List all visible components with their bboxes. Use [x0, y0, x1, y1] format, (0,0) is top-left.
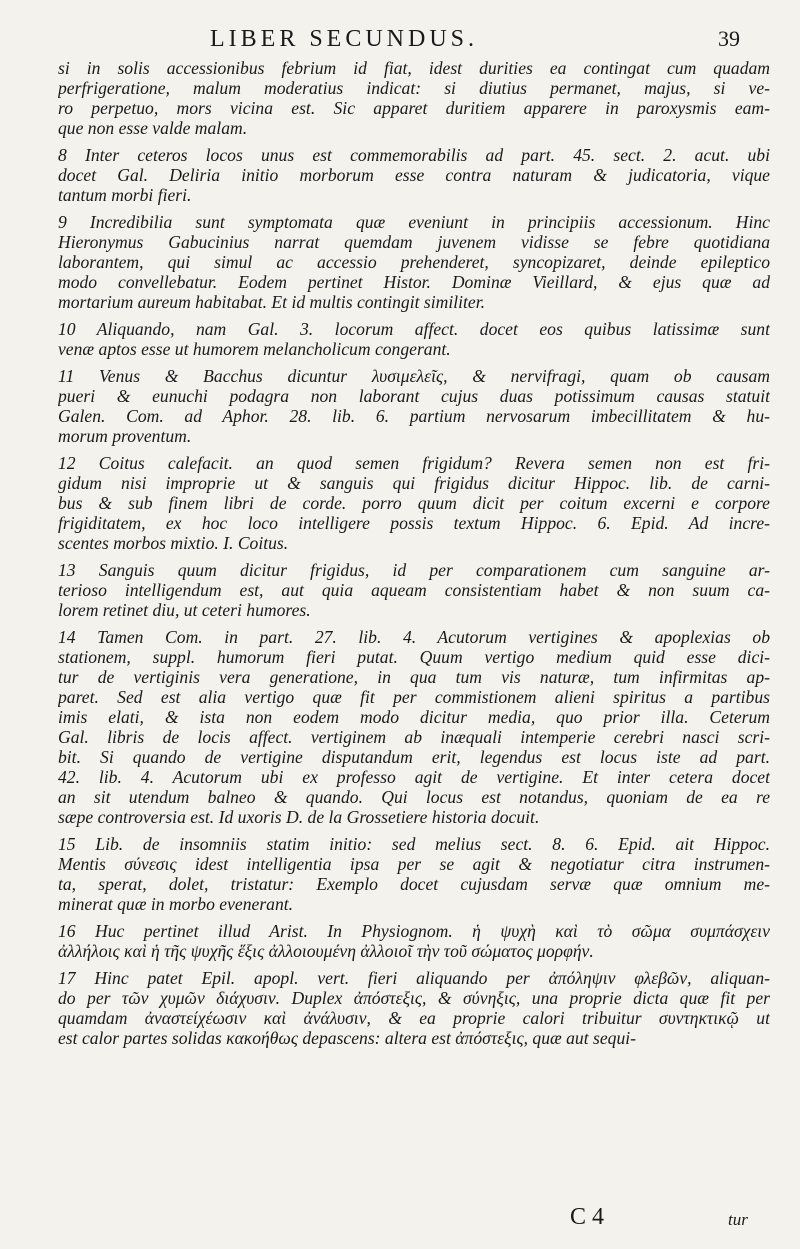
text-line: 15 Lib. de insomniis statim initio: sed melius sect. 8. 6. Epid. ait Hippoc.	[58, 834, 770, 854]
paragraph	[58, 453, 770, 553]
paragraph	[58, 627, 770, 827]
text-line: quamdam ἀναστείχέωσιν καὶ ἀνάλυσιν, & ea proprie calori tribuitur συντηκτικῷ ut	[58, 1008, 770, 1028]
text-line: 14 Tamen Com. in part. 27. lib. 4. Acutorum vertigines & apoplexias ob	[58, 627, 770, 647]
text-line: 17 Hinc patet Epil. apopl. vert. fieri aliquando per ἀπόληψιν φλεβῶν, aliquan-	[58, 968, 770, 988]
text-line: Gal. libris de locis affect. vertiginem ab inæquali intemperie cerebri nasci scri-	[58, 727, 770, 747]
text-line: 11 Venus & Bacchus dicuntur λυσιμελεῖς, & nervifragi, quam ob causam	[58, 366, 770, 386]
text-line: Hieronymus Gabucinius narrat quemdam juvenem vidisse se febre quotidiana	[58, 232, 770, 252]
text-line: tantum morbi fieri.	[58, 185, 192, 205]
text-line: venæ aptos esse ut humorem melancholicum congerant.	[58, 339, 451, 359]
paragraph	[58, 968, 770, 1048]
text-line: laborantem, qui simul ac accessio prehenderet, syncopizaret, deinde epileptico	[58, 252, 770, 272]
running-title: LIBER SECUNDUS.	[210, 26, 479, 52]
text-line: mortarium aureum habitabat. Et id multis contingit similiter.	[58, 292, 485, 312]
signature-mark: C 4	[570, 1204, 605, 1230]
text-line: pueri & eunuchi podagra non laborant cujus duas potissimum causas statuit	[58, 386, 770, 406]
text-line: perfrigeratione, malum moderatius indicat: si diutius permanet, majus, si ve-	[58, 78, 770, 98]
text-line: tur de vertiginis vera generatione, in qua tum vis naturæ, tum infirmitas ap-	[58, 667, 770, 687]
text-line: imis elati, & ista non eodem modo dicitur media, quo prior illa. Ceterum	[58, 707, 770, 727]
text-line: 9 Incredibilia sunt symptomata quæ eveniunt in principiis accessionum. Hinc	[58, 212, 770, 232]
text-line: si in solis accessionibus febrium id fiat, idest durities ea contingat cum quadam	[58, 58, 770, 78]
paragraph	[58, 319, 770, 359]
text-line: minerat quæ in morbo evenerant.	[58, 894, 294, 914]
paragraph	[58, 834, 770, 914]
text-line: que non esse valde malam.	[58, 118, 248, 138]
text-line: terioso intelligendum est, aut quia aqueam consistentiam habet & non suum ca-	[58, 580, 770, 600]
text-line: bit. Si quando de vertigine disputandum erit, legendus est locus iste ad part.	[58, 747, 770, 767]
text-line: sæpe controversia est. Id uxoris D. de la Grossetiere historia docuit.	[58, 807, 540, 827]
text-line: gidum nisi improprie ut & sanguis qui frigidus dicitur Hippoc. lib. de carni-	[58, 473, 770, 493]
body-text	[58, 58, 770, 1055]
text-line: ta, sperat, dolet, tristatur: Exemplo docet cujusdam servæ quæ omnium me-	[58, 874, 770, 894]
text-line: stationem, suppl. humorum fieri putat. Quum vertigo medium quid esse dici-	[58, 647, 770, 667]
page-number: 39	[718, 26, 740, 51]
page-header	[0, 24, 800, 58]
text-line: 10 Aliquando, nam Gal. 3. locorum affect. docet eos quibus latissimæ sunt	[58, 319, 770, 339]
text-line: paret. Sed est alia vertigo quæ fit per commistionem alieni spiritus a partibus	[58, 687, 770, 707]
text-line: morum proventum.	[58, 426, 192, 446]
text-line: 8 Inter ceteros locos unus est commemorabilis ad part. 45. sect. 2. acut. ubi	[58, 145, 770, 165]
text-line: 42. lib. 4. Acutorum ubi ex professo agit de vertigine. Et inter cetera docet	[58, 767, 770, 787]
paragraph	[58, 921, 770, 961]
paragraph	[58, 560, 770, 620]
text-line: scentes morbos mixtio. I. Coitus.	[58, 533, 289, 553]
text-line: 16 Huc pertinet illud Arist. In Physiognom. ἡ ψυχὴ καὶ τὸ σῶμα συμπάσχειν	[58, 921, 770, 941]
text-line: 12 Coitus calefacit. an quod semen frigidum? Revera semen non est fri-	[58, 453, 770, 473]
text-line: ro perpetuo, mors vicina est. Sic apparet duritiem apparere in paroxysmis eam-	[58, 98, 770, 118]
paragraph	[58, 58, 770, 138]
text-line: lorem retinet diu, ut ceteri humores.	[58, 600, 311, 620]
paragraph	[58, 212, 770, 312]
paragraph	[58, 145, 770, 205]
text-line: Galen. Com. ad Aphor. 28. lib. 6. partium nervosarum imbecillitatem & hu-	[58, 406, 770, 426]
text-line: an sit utendum balneo & quando. Qui locus est notandus, quoniam de ea re	[58, 787, 770, 807]
catchword: tur	[728, 1210, 748, 1229]
page-footer	[0, 1200, 800, 1240]
paragraph	[58, 366, 770, 446]
text-line: modo convellebatur. Eodem pertinet Histor. Dominæ Vieillard, & ejus quæ ad	[58, 272, 770, 292]
text-line: 13 Sanguis quum dicitur frigidus, id per comparationem cum sanguine ar-	[58, 560, 770, 580]
text-line: Mentis σύνεσις idest intelligentia ipsa per se agit & negotiatur citra instrumen-	[58, 854, 770, 874]
text-line: ἀλλήλοις καὶ ἡ τῆς ψυχῆς ἕξις ἀλλοιουμένη ἀλλοιοῖ τὴν τοῦ σώματος μορφήν.	[58, 941, 594, 961]
text-line: docet Gal. Deliria initio morborum esse contra naturam & judicatoria, vique	[58, 165, 770, 185]
text-line: bus & sub finem libri de corde. porro quum dicit per coitum excerni e corpore	[58, 493, 770, 513]
text-line: est calor partes solidas κακοήθως depascens: altera est ἀπόστεξις, quæ aut sequi-	[58, 1028, 637, 1048]
text-line: frigiditatem, ex hoc loco intelligere possis textum Hippoc. 6. Epid. Ad incre-	[58, 513, 770, 533]
text-line: do per τῶν χυμῶν διάχυσιν. Duplex ἀπόστεξις, & σύνηξις, una proprie dicta quæ fit per	[58, 988, 770, 1008]
